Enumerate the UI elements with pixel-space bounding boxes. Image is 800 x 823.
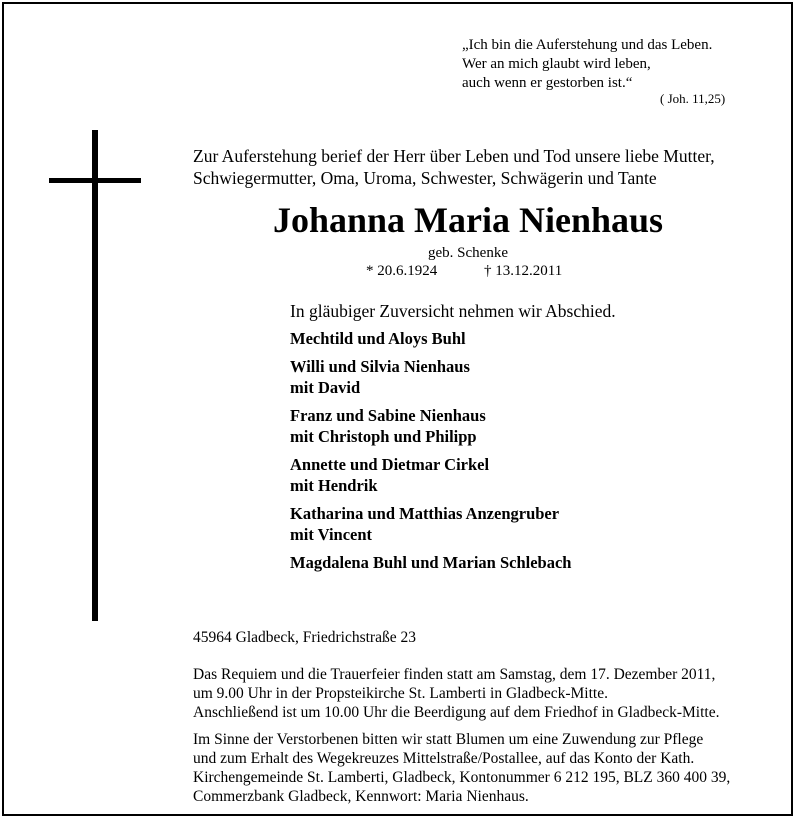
donation-line: und zum Erhalt des Wegekreuzes Mittelstraße/Postallee, auf das Konto der Kath. [193, 750, 695, 767]
mourner-group [290, 405, 571, 447]
donation-line: Im Sinne der Verstorbenen bitten wir statt Blumen um eine Zuwendung zur Pflege [193, 731, 704, 748]
service-line: um 9.00 Uhr in der Propsteikirche St. Lamberti in Gladbeck-Mitte. [193, 685, 608, 702]
mourner-line: Mechtild und Aloys Buhl [290, 329, 466, 348]
quote-line: „Ich bin die Auferstehung und das Leben. [462, 37, 713, 53]
mourner-line: Magdalena Buhl und Marian Schlebach [290, 553, 572, 572]
maiden-name: geb. Schenke [428, 245, 508, 261]
service-line: Das Requiem und die Trauerfeier finden statt am Samstag, dem 17. Dezember 2011, [193, 666, 716, 683]
intro-line: Zur Auferstehung berief der Herr über Leben und Tod unsere liebe Mutter, [193, 146, 715, 166]
mourner-line: mit Vincent [290, 525, 373, 544]
quote-line: auch wenn er gestorben ist.“ [462, 75, 633, 91]
mourner-line: Willi und Silvia Nienhaus [290, 357, 470, 376]
donation-line: Kirchengemeinde St. Lamberti, Gladbeck, Kontonummer 6 212 195, BLZ 360 400 39, [193, 769, 731, 786]
mourner-group [290, 503, 571, 545]
quote-reference: ( Joh. 11,25) [660, 91, 726, 106]
bible-quote [462, 36, 762, 93]
deceased-name: Johanna Maria Nienhaus [272, 200, 664, 240]
mourner-group [290, 328, 571, 349]
quote-line: Wer an mich glaubt wird leben, [462, 56, 651, 72]
mourner-line: mit David [290, 378, 361, 397]
mourner-group [290, 356, 571, 398]
service-details [193, 665, 783, 722]
mourner-line: Annette und Dietmar Cirkel [290, 455, 490, 474]
mourner-line: mit Hendrik [290, 476, 378, 495]
mourner-group [290, 454, 571, 496]
family-address: 45964 Gladbeck, Friedrichstraße 23 [193, 629, 416, 646]
farewell-text: In gläubiger Zuversicht nehmen wir Abschied. [290, 301, 616, 321]
birth-date: * 20.6.1924 [366, 263, 438, 279]
donation-request [193, 730, 783, 806]
mourners-list [290, 328, 571, 580]
cross-horizontal-bar [49, 178, 141, 183]
mourner-line: Franz und Sabine Nienhaus [290, 406, 486, 425]
death-date: † 13.12.2011 [484, 263, 563, 279]
mourner-line: mit Christoph und Philipp [290, 427, 477, 446]
service-line: Anschließend ist um 10.00 Uhr die Beerdigung auf dem Friedhof in Gladbeck-Mitte. [193, 704, 720, 721]
intro-line: Schwiegermutter, Oma, Uroma, Schwester, Schwägerin und Tante [193, 168, 657, 188]
donation-line: Commerzbank Gladbeck, Kennwort: Maria Nienhaus. [193, 788, 529, 805]
mourner-group [290, 552, 571, 573]
mourner-line: Katharina und Matthias Anzengruber [290, 504, 560, 523]
intro-text [193, 145, 783, 189]
